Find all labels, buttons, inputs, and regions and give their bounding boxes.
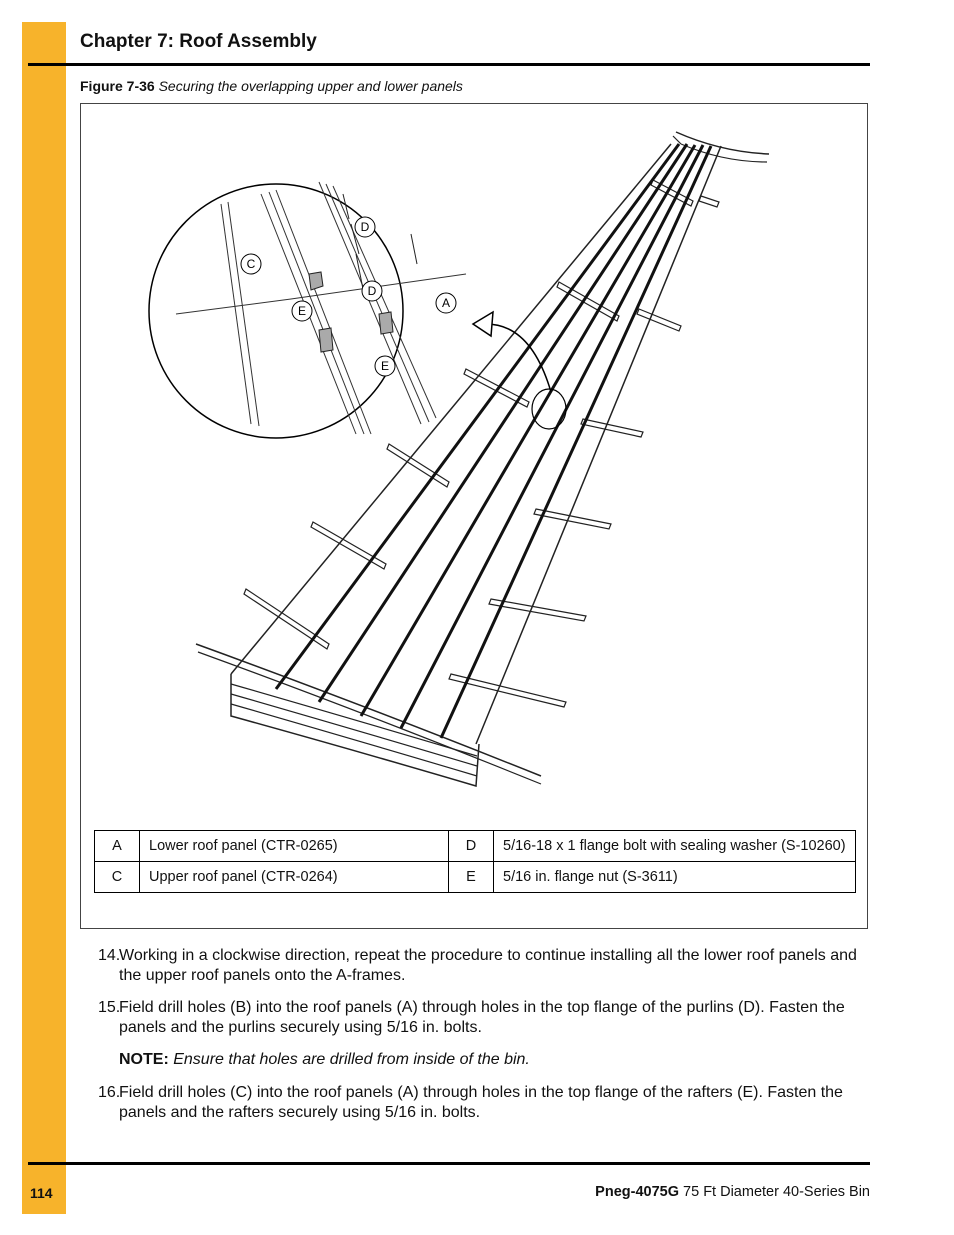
legend-value: 5/16 in. flange nut (S-3611) bbox=[494, 862, 856, 893]
callout-a: A bbox=[441, 296, 451, 310]
chapter-sidebar-band bbox=[22, 22, 66, 1214]
chapter-title: Chapter 7: Roof Assembly bbox=[80, 31, 317, 52]
figure-frame bbox=[80, 103, 868, 929]
document-title: 75 Ft Diameter 40-Series Bin bbox=[683, 1184, 870, 1200]
legend-row bbox=[95, 831, 856, 862]
legend-key: C bbox=[95, 862, 140, 893]
step-text: Field drill holes (B) into the roof panels (A) through holes in the top flange of the purlins (D). Fasten the panels and the purlins securely using 5/16 in. bolts. bbox=[119, 999, 845, 1036]
parts-legend-table bbox=[94, 830, 856, 893]
footer-rule bbox=[28, 1162, 870, 1165]
document-number: Pneg-4075G bbox=[595, 1184, 679, 1200]
callout-d: D bbox=[367, 284, 377, 298]
procedure-steps bbox=[98, 946, 870, 1135]
header-rule bbox=[28, 63, 870, 66]
legend-value: 5/16-18 x 1 flange bolt with sealing washer (S-10260) bbox=[494, 831, 856, 862]
note-label: NOTE: bbox=[119, 1051, 169, 1068]
step-number: 16. bbox=[98, 1084, 121, 1101]
callout-e: E bbox=[297, 304, 307, 318]
step-number: 14. bbox=[98, 947, 121, 964]
note bbox=[119, 1050, 870, 1070]
step-text: Working in a clockwise direction, repeat the procedure to continue installing all the lower roof panels and the upper roof panels onto the A-frames. bbox=[119, 947, 857, 984]
legend-key: E bbox=[449, 862, 494, 893]
step-text: Field drill holes (C) into the roof panels (A) through holes in the top flange of the rafters (E). Fasten the panels and the rafters securely using 5/16 in. bolts. bbox=[119, 1084, 843, 1121]
figure-caption bbox=[80, 78, 463, 94]
callout-c: C bbox=[246, 257, 256, 271]
legend-key: D bbox=[449, 831, 494, 862]
legend-value: Lower roof panel (CTR-0265) bbox=[140, 831, 449, 862]
roof-assembly-illustration bbox=[81, 104, 867, 824]
legend-value: Upper roof panel (CTR-0264) bbox=[140, 862, 449, 893]
note-text: Ensure that holes are drilled from inside of the bin. bbox=[173, 1051, 530, 1068]
legend-row bbox=[95, 862, 856, 893]
callout-e: E bbox=[380, 359, 390, 373]
step-number: 15. bbox=[98, 999, 121, 1016]
figure-caption-text: Securing the overlapping upper and lower panels bbox=[158, 78, 463, 94]
step-14 bbox=[98, 946, 870, 986]
page-number: 114 bbox=[30, 1185, 53, 1201]
legend-key: A bbox=[95, 831, 140, 862]
callout-d: D bbox=[360, 220, 370, 234]
figure-label: Figure 7-36 bbox=[80, 78, 155, 94]
step-16 bbox=[98, 1083, 870, 1123]
step-15 bbox=[98, 998, 870, 1038]
document-id bbox=[595, 1184, 870, 1200]
